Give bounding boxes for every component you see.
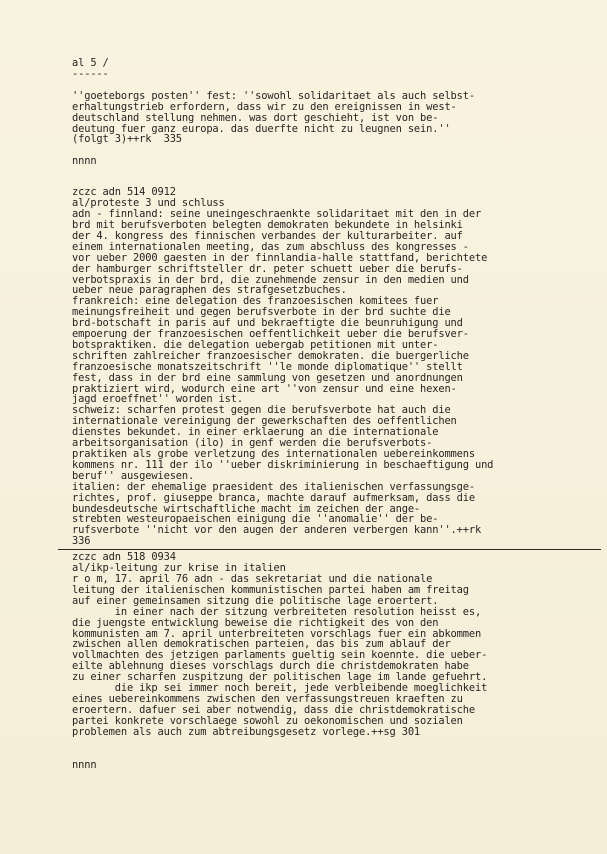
text-line: verbotspraxis in der brd, die zunehmende zensur in den medien und: [72, 273, 469, 286]
text-line: praktiziert wird, wodurch eine art ''von zensur und eine hexen-: [72, 382, 457, 395]
end-mark: nnnn: [72, 155, 97, 168]
text-line: jagd eroeffnet'' worden ist.: [72, 393, 243, 406]
text-line: arbeitsorganisation (ilo) in genf werden die berufsverbots-: [72, 437, 433, 450]
text-line: kommens nr. 111 der ilo ''ueber diskriminierung in beschaeftigung und: [72, 458, 494, 471]
text-line: 336: [72, 535, 91, 548]
text-line: schriften zahlreicher franzoesischer demokraten. die buergerliche: [72, 349, 469, 362]
text-line: meinungsfreiheit und gegen berufsverbote in der brd suchte die: [72, 306, 451, 319]
text-line: die juengste entwicklung beweise die richtigkeit des von den: [72, 616, 439, 629]
text-line: adn - finnland: seine uneingeschraenkte solidaritaet mit den in der: [72, 208, 482, 221]
text-line: al/proteste 3 und schluss: [72, 197, 225, 210]
text-line: leitung der italienischen kommunistischen partei haben am freitag: [72, 583, 469, 596]
text-line: r o m, 17. april 76 adn - das sekretariat und die nationale: [72, 572, 433, 585]
page-reference: al 5 /: [72, 57, 109, 69]
text-line: deutung fuer ganz europa. das duerfte nicht zu leugnen sein.'': [72, 122, 451, 135]
text-line: botspraktiken. die delegation uebergab petitionen mit unter-: [72, 338, 439, 351]
spacer: [72, 145, 587, 156]
text-line: brd-botschaft in paris auf und bekraeftigte die beunruhigung und: [72, 317, 463, 330]
text-line: kommunisten am 7. april unterbreiteten vorschlags fuer ein abkommen: [72, 627, 482, 640]
text-line: praktiken als grobe verletzung des internationalen uebereinkommens: [72, 448, 475, 460]
text-line: brd mit berufsverboten belegten demokraten bekundete in helsinki: [72, 218, 463, 231]
spacer: [72, 167, 587, 187]
text-line: bundesdeutsche wirtschaftliche macht im zeichen der ange-: [72, 502, 421, 515]
text-line: erhaltungstrieb erfordern, dass wir zu den ereignissen in west-: [72, 100, 457, 113]
text-line: italien: der ehemalige praesident des italienischen verfassungsge-: [72, 480, 475, 493]
text-line: al/ikp-leitung zur krise in italien: [72, 562, 286, 575]
text-line: zczc adn 514 0912: [72, 186, 176, 199]
text-line: strebten westeuropaeischen einigung die ''anomalie'' der be-: [72, 513, 439, 526]
header-rule: ------: [72, 67, 109, 80]
text-line: beruf'' ausgewiesen.: [72, 469, 195, 482]
spacer: [72, 749, 587, 760]
text-line: internationale vereinigung der gewerkschaften des oeffentlichen: [72, 415, 457, 428]
text-line: frankreich: eine delegation des franzoesischen komitees fuer: [72, 295, 439, 308]
text-line: eilte ablehnung dieses vorschlags durch die christdemokraten habe: [72, 660, 469, 673]
text-line: schweiz: scharfen protest gegen die berufsverbote hat auch die: [72, 404, 451, 417]
text-line: problemen als auch zum abtreibungsgesetz vorlege.++sg 301: [72, 725, 421, 738]
spacer: [72, 738, 587, 749]
text-line: ueber neue paragraphen des strafgesetzbuches.: [72, 284, 347, 297]
text-line: der hamburger schriftsteller dr. peter schuett ueber die berufs-: [72, 262, 463, 275]
text-line: eines uebereinkommens zwischen den verfassungstreuen kraeften zu: [72, 692, 463, 705]
end-mark: nnnn: [72, 758, 97, 771]
text-line: vollmachten des jetzigen parlaments gueltig sein koennte. die ueber-: [72, 649, 488, 662]
text-line: einem internationalen meeting, das zum abschluss des kongresses -: [72, 240, 469, 253]
text-line: ''goeteborgs posten'' fest: ''sowohl solidaritaet als auch selbst-: [72, 89, 475, 102]
text-line: partei konkrete vorschlaege sowohl zu oekonomischen und sozialen: [72, 714, 463, 727]
text-line: vor ueber 2000 gaesten in der finnlandia-halle stattfand, berichtete: [72, 251, 488, 264]
section-divider: [58, 549, 601, 550]
block-continuation: [72, 91, 587, 146]
text-line: der 4. kongress des finnischen verbandes der kulturarbeiter. auf: [72, 229, 463, 242]
text-line: franzoesische monatszeitschrift ''le monde diplomatique'' stellt: [72, 360, 463, 373]
block-proteste: [72, 187, 587, 547]
text-line: dienstes bekundet. in einer erklaerung an die internationale: [72, 426, 439, 439]
text-line: auf einer gemeinsamen sitzung die politische lage eroertert.: [72, 594, 439, 607]
text-line: deutschland stellung nehmen. was dort geschieht, ist von be-: [72, 111, 439, 124]
text-line: rufsverbote ''nicht vor den augen der anderen verbergen kann''.++rk: [72, 524, 482, 537]
text-line: (folgt 3)++rk 335: [72, 133, 182, 146]
text-line: fest, dass in der brd eine sammlung von gesetzen und anordnungen: [72, 371, 463, 384]
text-line: zczc adn 518 0934: [72, 551, 176, 564]
text-line: eroertern. dafuer sei aber notwendig, dass die christdemokratische: [72, 703, 475, 716]
text-line: zu einer scharfen zuspitzung der politischen lage im lande gefuehrt.: [72, 671, 488, 684]
text-line: empoerung der franzoesischen oeffentlichkeit ueber die berufsver-: [72, 328, 469, 341]
text-line: die ikp sei immer noch bereit, jede verbleibende moeglichkeit: [72, 682, 488, 695]
text-line: zwischen allen demokratischen parteien, das bis zum ablauf der: [72, 638, 451, 651]
block-ikp: [72, 552, 587, 737]
text-line: in einer nach der sitzung verbreiteten resolution heisst es,: [72, 605, 482, 618]
text-line: richtes, prof. giuseppe branca, machte darauf aufmerksam, dass die: [72, 491, 475, 504]
